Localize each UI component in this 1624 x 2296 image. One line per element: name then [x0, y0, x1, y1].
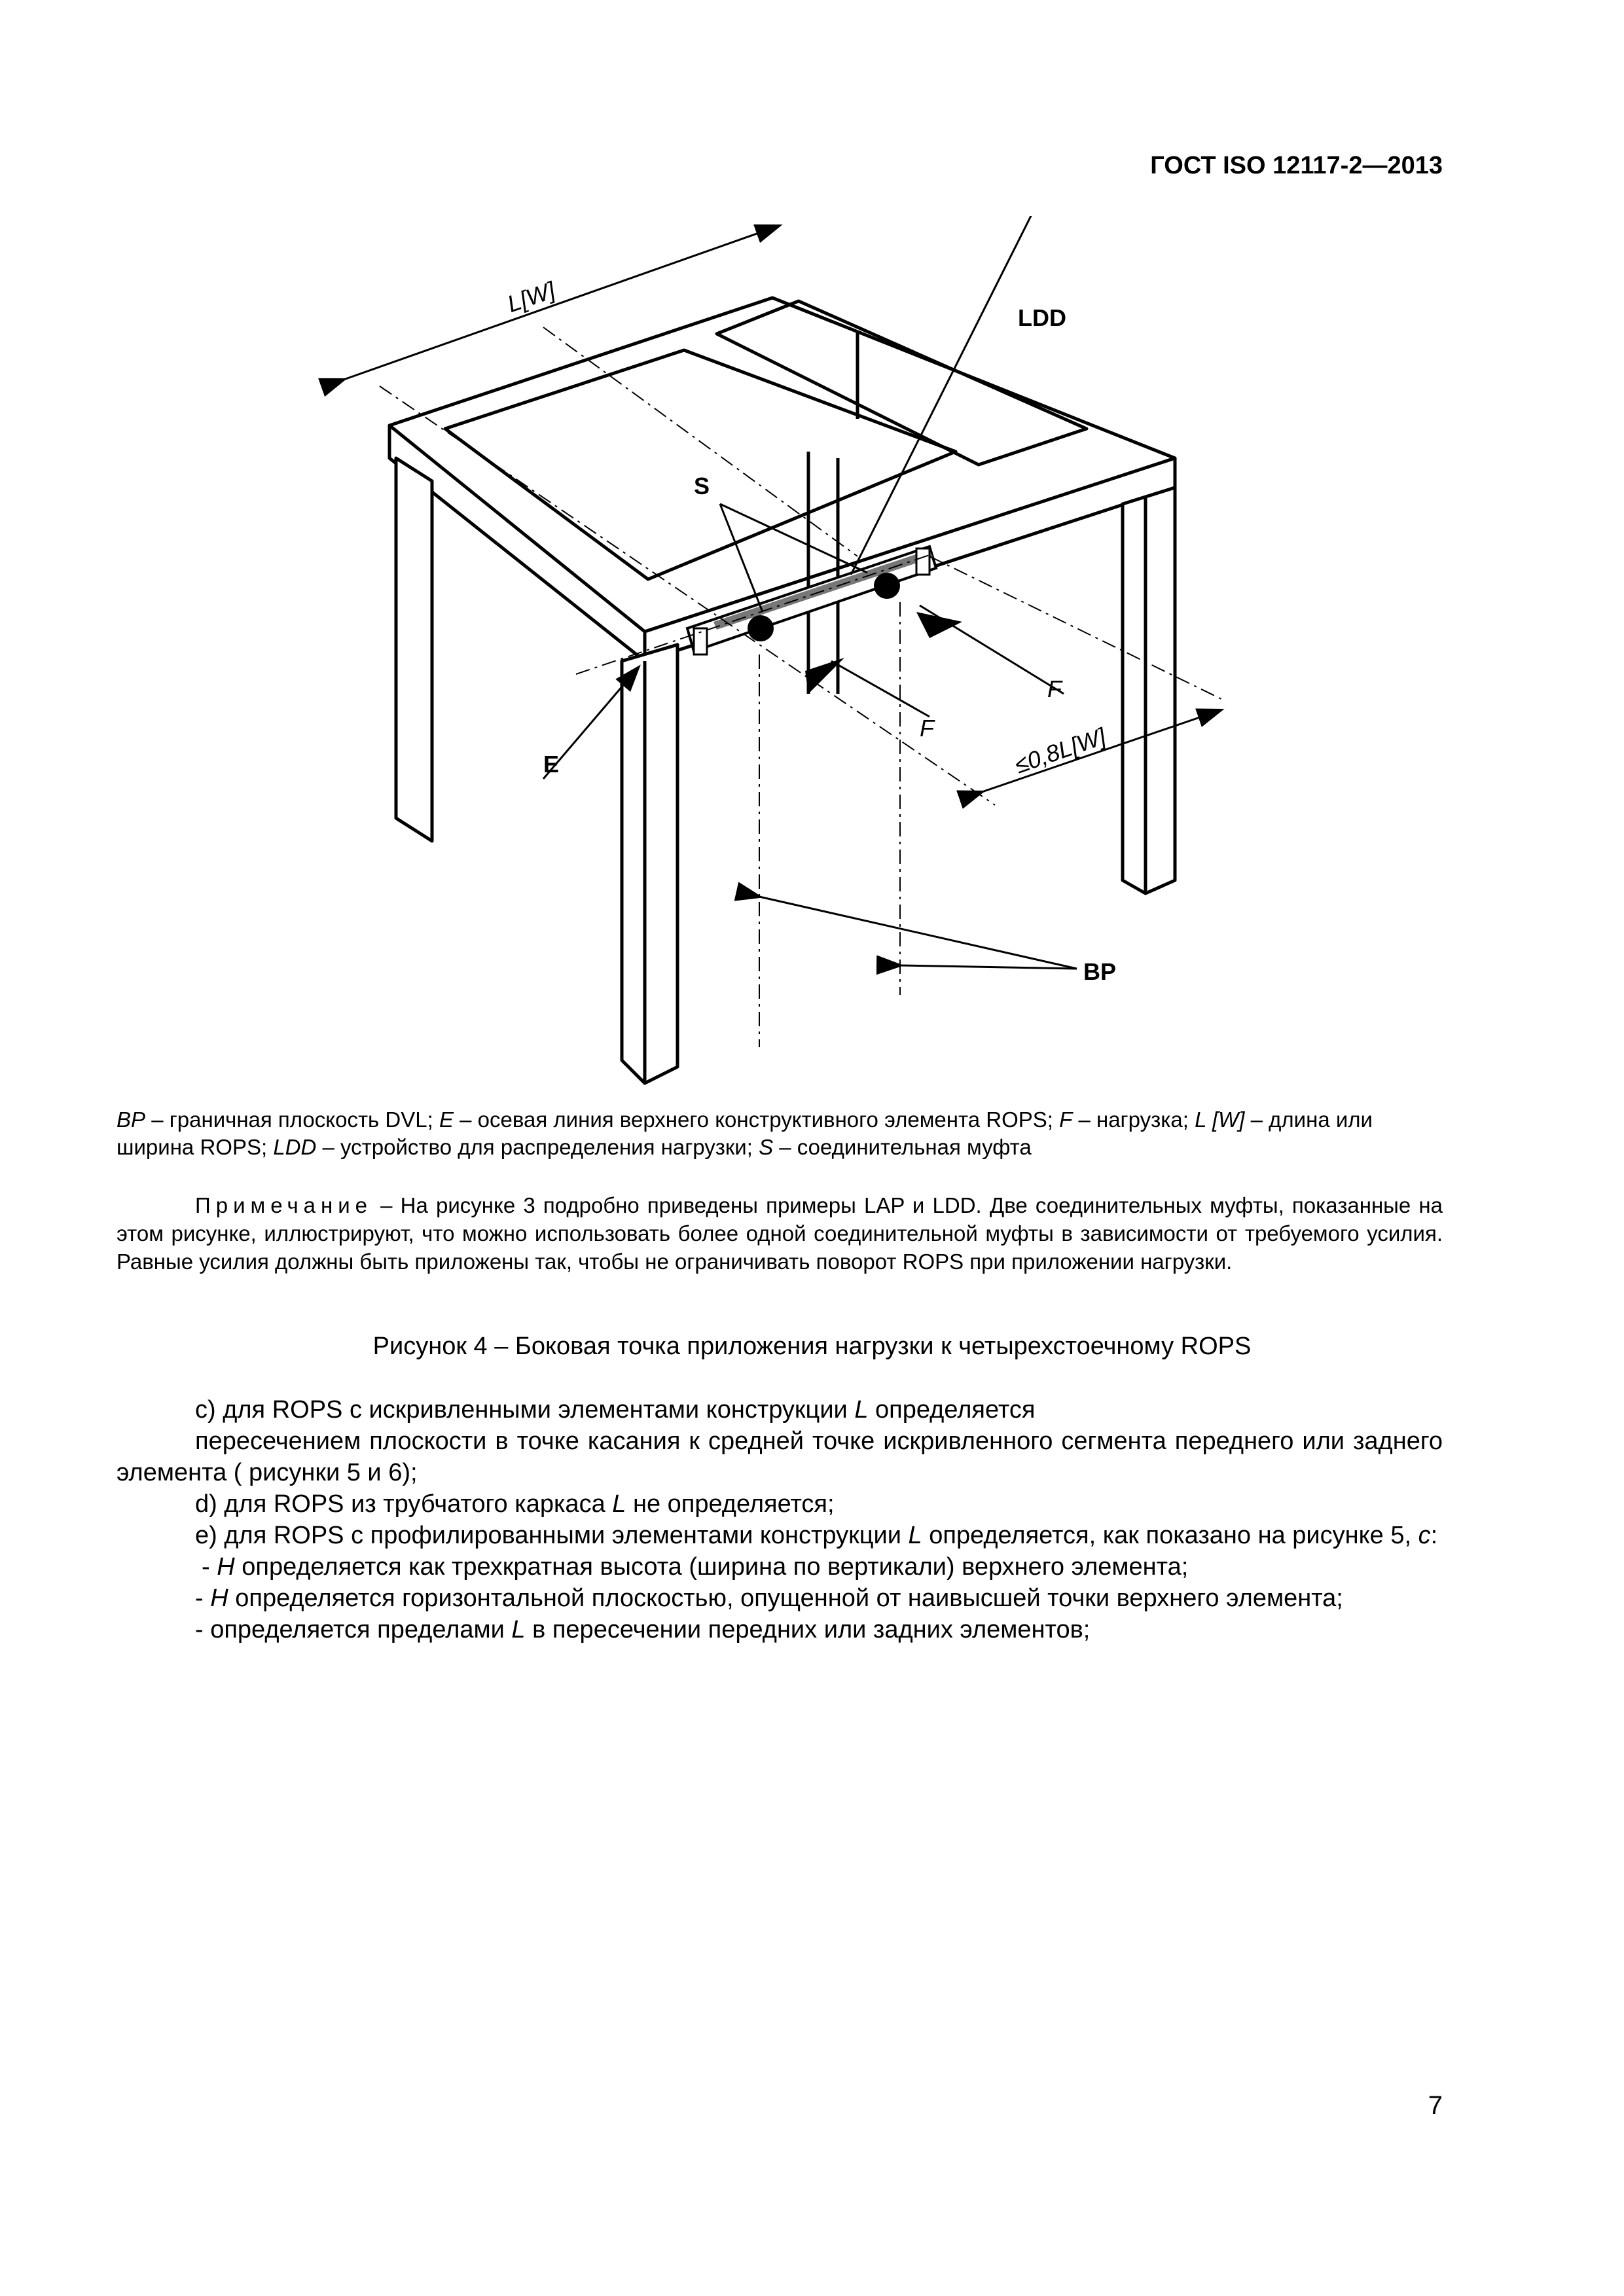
item-c-line1: c) для ROPS с искривленными элементами конструкции L определяется	[195, 1396, 1036, 1424]
legend-ldd-symbol: LDD	[273, 1135, 317, 1159]
figure-caption: Рисунок 4 – Боковая точка приложения нагрузки к четырехстоечному ROPS	[372, 1333, 1252, 1360]
bullet-2: - H определяется горизонтальной плоскостью, опущенной от наивысшей точки верхнего элемента;	[195, 1585, 1343, 1612]
figure-legend	[117, 1106, 1443, 1161]
label-ldd: LDD	[1018, 304, 1066, 331]
label-length: L[W]	[503, 276, 559, 318]
rops-figure	[314, 216, 1296, 1093]
legend-s-symbol: S	[759, 1135, 774, 1159]
item-e: e) для ROPS с профилированными элементами конструкции L определяется, как показано на рисунке 5, c:	[195, 1522, 1438, 1549]
label-dim: ≤0,8L[W]	[1011, 722, 1110, 779]
bullet-3: - определяется пределами L в пересечении передних или задних элементов;	[195, 1616, 1091, 1643]
coupling-1	[748, 615, 774, 641]
load-arrow-2	[916, 612, 962, 638]
legend-ldd-text: – устройство для распределения нагрузки;	[316, 1135, 759, 1159]
legend-l-symbol: L [W]	[1195, 1107, 1245, 1132]
label-e: E	[543, 751, 560, 778]
page-number: 7	[1428, 2091, 1443, 2120]
legend-e-symbol: E	[439, 1107, 454, 1132]
label-bp: BP	[1083, 958, 1117, 985]
body-text	[117, 1394, 1443, 1645]
note-heading: Примечание	[195, 1193, 373, 1217]
label-f1: F	[1047, 675, 1062, 702]
rops-diagram	[314, 216, 1296, 1093]
legend-f-text: – нагрузка;	[1072, 1107, 1195, 1132]
legend-e-text: – осевая линия верхнего конструктивного элемента ROPS;	[453, 1107, 1060, 1132]
legend-s-text: – соединительная муфта	[773, 1135, 1032, 1159]
legend-bp-symbol: BP	[117, 1107, 146, 1132]
coupling-2	[874, 573, 900, 599]
label-f2: F	[920, 715, 934, 742]
legend-bp-text: – граничная плоскость DVL;	[145, 1107, 439, 1132]
figure-note	[117, 1191, 1443, 1276]
item-c-line2: пересечением плоскости в точке касания к средней точке искривленного сегмента переднего или заднего элемента ( рисунки 5 и 6);	[117, 1427, 1443, 1486]
legend-l-text: – длина или ширина ROPS;	[117, 1107, 1373, 1159]
item-d: d) для ROPS из трубчатого каркаса L не определяется;	[195, 1490, 835, 1518]
document-header: ГОСТ ISO 12117-2—2013	[1150, 152, 1443, 179]
bullet-1: - H определяется как трехкратная высота (ширина по вертикали) верхнего элемента;	[202, 1553, 1189, 1581]
note-text: – На рисунке 3 подробно приведены примеры LAP и LDD. Две соединительных муфты, показанные на этом рисунке, иллюстрируют, что можно использовать более одной соединительной муфты в зависимости от требуемого усилия. Равные усилия должны быть приложены так, чтобы не ограничивать поворот ROPS при приложении нагрузки.	[117, 1193, 1443, 1274]
label-s: S	[694, 473, 710, 499]
legend-f-symbol: F	[1059, 1107, 1073, 1132]
